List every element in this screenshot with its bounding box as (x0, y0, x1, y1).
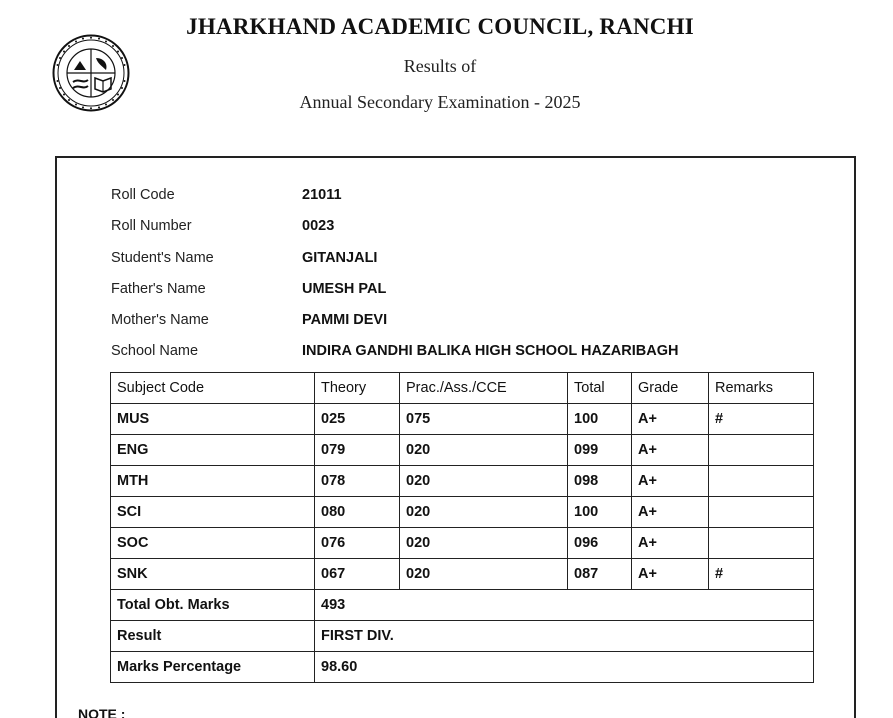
total-obtained-label: Total Obt. Marks (111, 590, 315, 621)
practical-marks: 020 (400, 528, 568, 559)
mother-name-label: Mother's Name (111, 312, 209, 328)
remarks (709, 435, 814, 466)
header-subject-code: Subject Code (111, 373, 315, 404)
marks-table (110, 372, 814, 683)
note-heading: NOTE : (78, 706, 126, 718)
table-row (111, 404, 814, 435)
theory-marks: 076 (315, 528, 400, 559)
grade: A+ (632, 528, 709, 559)
practical-marks: 020 (400, 435, 568, 466)
roll-code-value: 21011 (302, 187, 342, 203)
subject-code: SCI (111, 497, 315, 528)
total-marks: 099 (568, 435, 632, 466)
table-row (111, 528, 814, 559)
header-grade: Grade (632, 373, 709, 404)
table-row (111, 435, 814, 466)
student-name-label: Student's Name (111, 250, 214, 266)
header-practical: Prac./Ass./CCE (400, 373, 568, 404)
total-obtained-value: 493 (315, 590, 814, 621)
result-row (111, 621, 814, 652)
header-theory: Theory (315, 373, 400, 404)
subject-code: SNK (111, 559, 315, 590)
roll-number-value: 0023 (302, 218, 335, 234)
percentage-value: 98.60 (315, 652, 814, 683)
grade: A+ (632, 404, 709, 435)
grade: A+ (632, 559, 709, 590)
remarks: # (709, 559, 814, 590)
theory-marks: 078 (315, 466, 400, 497)
grade: A+ (632, 497, 709, 528)
remarks: # (709, 404, 814, 435)
total-marks: 098 (568, 466, 632, 497)
page-subtitle: Results of (403, 56, 477, 76)
total-marks: 096 (568, 528, 632, 559)
subject-code: MUS (111, 404, 315, 435)
practical-marks: 020 (400, 497, 568, 528)
total-marks: 100 (568, 404, 632, 435)
table-row (111, 559, 814, 590)
exam-name: Annual Secondary Examination - 2025 (299, 92, 581, 112)
page-title: JHARKHAND ACADEMIC COUNCIL, RANCHI (186, 14, 694, 39)
theory-marks: 079 (315, 435, 400, 466)
marks-table-header (111, 373, 814, 404)
theory-marks: 080 (315, 497, 400, 528)
remarks (709, 528, 814, 559)
percentage-row (111, 652, 814, 683)
header-total: Total (568, 373, 632, 404)
table-row (111, 466, 814, 497)
father-name-value: UMESH PAL (302, 281, 387, 297)
percentage-label: Marks Percentage (111, 652, 315, 683)
theory-marks: 025 (315, 404, 400, 435)
result-label: Result (111, 621, 315, 652)
school-name-value: INDIRA GANDHI BALIKA HIGH SCHOOL HAZARIBAGH (302, 343, 679, 359)
total-marks: 100 (568, 497, 632, 528)
school-name-label: School Name (111, 343, 199, 359)
subject-code: SOC (111, 528, 315, 559)
practical-marks: 020 (400, 466, 568, 497)
total-marks: 087 (568, 559, 632, 590)
grade: A+ (632, 466, 709, 497)
roll-code-label: Roll Code (111, 187, 175, 203)
practical-marks: 075 (400, 404, 568, 435)
roll-number-label: Roll Number (111, 218, 192, 234)
subject-code: ENG (111, 435, 315, 466)
student-name-value: GITANJALI (302, 250, 378, 266)
mother-name-value: PAMMI DEVI (302, 312, 388, 328)
father-name-label: Father's Name (111, 281, 206, 297)
subject-code: MTH (111, 466, 315, 497)
remarks (709, 466, 814, 497)
header-remarks: Remarks (709, 373, 814, 404)
table-row (111, 497, 814, 528)
result-value: FIRST DIV. (315, 621, 814, 652)
remarks (709, 497, 814, 528)
total-obtained-row (111, 590, 814, 621)
practical-marks: 020 (400, 559, 568, 590)
theory-marks: 067 (315, 559, 400, 590)
grade: A+ (632, 435, 709, 466)
